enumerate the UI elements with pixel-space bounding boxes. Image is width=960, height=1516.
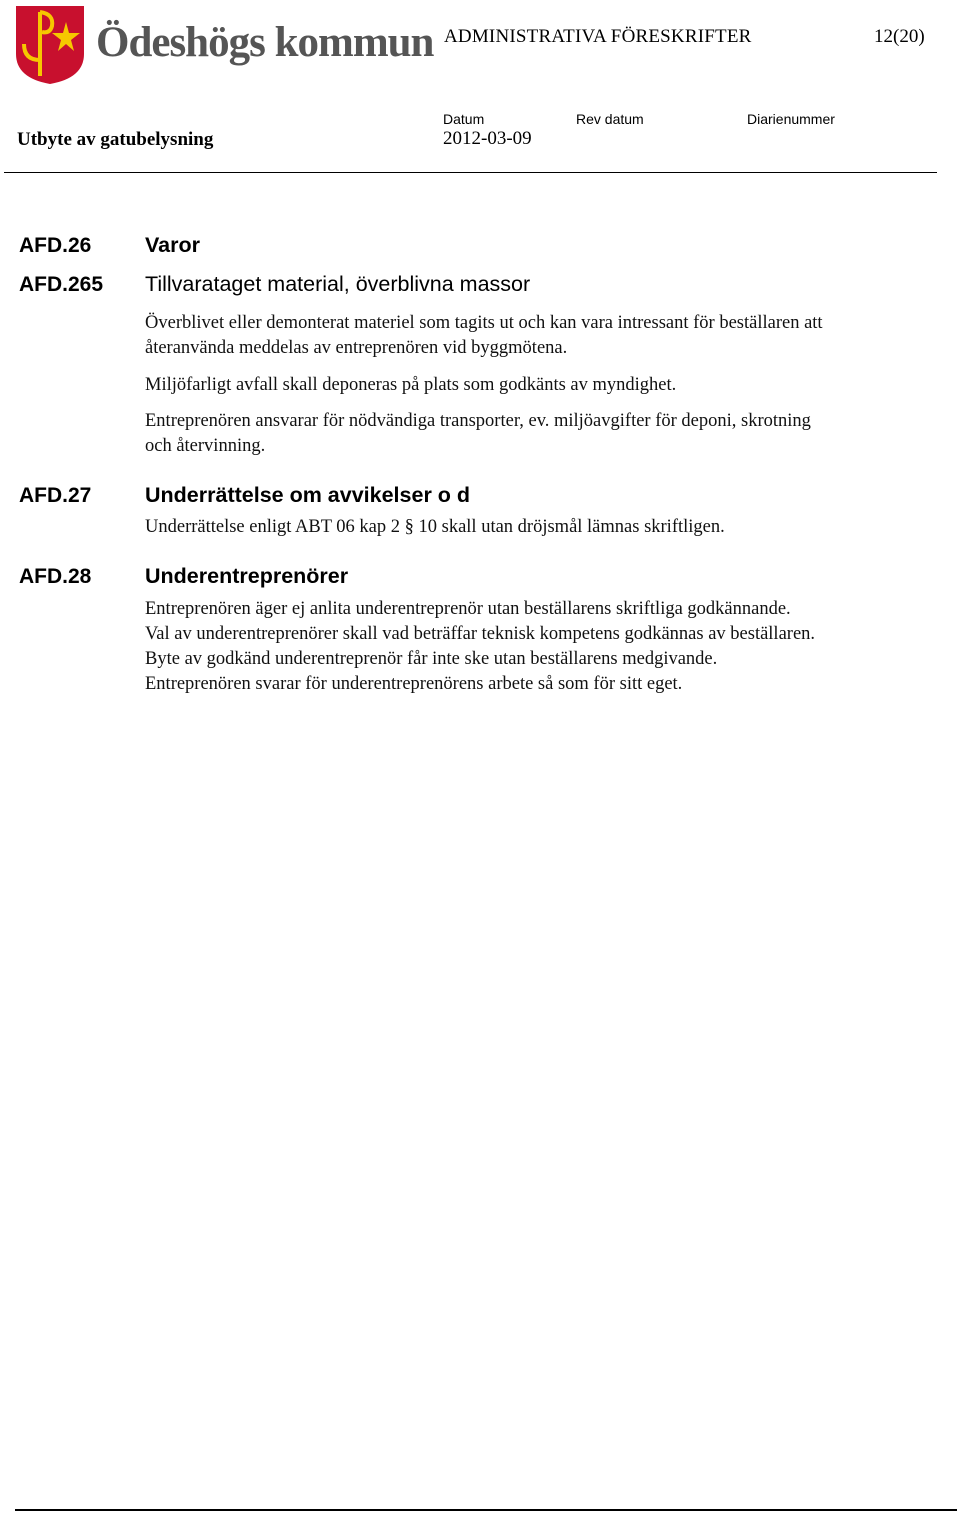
header-divider [4, 172, 937, 173]
org-wordmark: Ödeshögs kommun [96, 19, 434, 66]
paragraph-line: Byte av godkänd underentreprenör får inte ske utan beställarens medgivande. [145, 649, 718, 669]
document-title: Utbyte av gatubelysning [17, 129, 214, 150]
paragraph: Miljöfarligt avfall skall deponeras på plats som godkänts av myndighet. [145, 375, 677, 395]
paragraph-line: och återvinning. [145, 436, 266, 456]
document-type: ADMINISTRATIVA FÖRESKRIFTER [444, 26, 752, 47]
paragraph-line: Entreprenören ansvarar för nödvändiga transporter, ev. miljöavgifter för deponi, skrotning [145, 411, 811, 431]
datum-label: Datum [443, 111, 485, 127]
section-code-afd27: AFD.27 [19, 484, 92, 507]
diarienummer-label: Diarienummer [747, 111, 835, 127]
datum-value: 2012-03-09 [443, 128, 532, 149]
paragraph [145, 597, 945, 697]
paragraph-line: Entreprenören äger ej anlita underentreprenör utan beställarens skriftliga godkännande. [145, 599, 791, 619]
section-heading-underrattelse: Underrättelse om avvikelser o d [145, 483, 471, 507]
rev-datum-label: Rev datum [576, 111, 644, 127]
section-code-afd26: AFD.26 [19, 234, 92, 257]
paragraph: Underrättelse enligt ABT 06 kap 2 § 10 skall utan dröjsmål lämnas skriftligen. [145, 517, 725, 537]
section-heading-underentreprenorer: Underentreprenörer [145, 564, 349, 588]
paragraph [145, 409, 945, 459]
paragraph-line: Val av underentreprenörer skall vad beträffar teknisk kompetens godkännas av beställaren. [145, 624, 816, 644]
section-code-afd28: AFD.28 [19, 565, 92, 588]
section-heading-varor: Varor [145, 233, 200, 257]
paragraph-line: återanvända meddelas av entreprenören vid byggmötena. [145, 338, 568, 358]
section-code-afd265: AFD.265 [19, 273, 104, 296]
page-number: 12(20) [874, 26, 925, 47]
footer-divider [15, 1509, 957, 1511]
paragraph-line: Överblivet eller demonterat materiel som tagits ut och kan vara intressant för beställaren att [145, 313, 823, 333]
coat-of-arms-logo [14, 4, 86, 86]
paragraph [145, 311, 945, 361]
section-heading-tillvarataget: Tillvarataget material, överblivna massor [145, 272, 531, 296]
paragraph-line: Entreprenören svarar för underentreprenörens arbete så som för sitt eget. [145, 674, 683, 694]
